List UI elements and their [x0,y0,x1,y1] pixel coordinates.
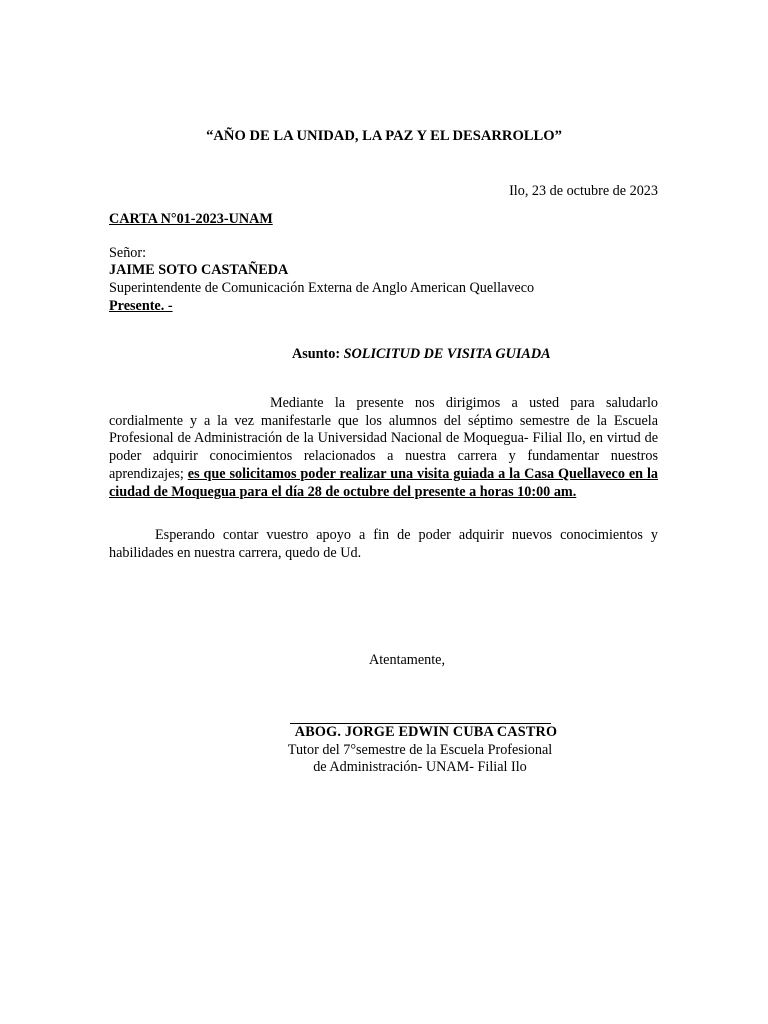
recipient-salutation: Señor: [109,245,147,261]
body-paragraph-1-emphasis: es que solicitamos poder realizar una visita guiada a la Casa Quellaveco en la ciudad de Moquegua para el día 28 de octubre del presente a horas 10:00 am. [109,465,659,500]
subject-line [292,346,551,363]
body-paragraph-2: Esperando contar vuestro apoyo a fin de poder adquirir nuevos conocimientos y habilidades en nuestra carrera, quedo de Ud. [109,527,658,561]
year-motto: “AÑO DE LA UNIDAD, LA PAZ Y EL DESARROLLO” [206,128,562,144]
signer-role-line-2: de Administración- UNAM- Filial Ilo [313,759,527,775]
body-paragraph-1-text: Mediante la presente nos dirigimos a usted para saludarlo cordialmente y a la vez manifestarle que los alumnos del séptimo semestre de la Escuela Profesional de Administración de la Universidad Nacional de Moquegua- Filial Ilo, en virtud de poder adquirir conocimientos relacionados a nuestra carrera y fundamentar nuestros aprendizajes; [109,395,658,482]
subject-value: SOLICITUD DE VISITA GUIADA [343,346,551,362]
subject-label: Asunto: [292,346,341,362]
closing-text: Atentamente, [368,652,446,668]
letter-reference: CARTA N°01-2023-UNAM [109,211,273,227]
signer-role-line-1: Tutor del 7°semestre de la Escuela Profesional [287,742,553,758]
place-date: Ilo, 23 de octubre de 2023 [509,183,658,199]
signer-name: ABOG. JORGE EDWIN CUBA CASTRO [294,724,558,740]
body-paragraph-1 [109,395,658,501]
recipient-position: Superintendente de Comunicación Externa de Anglo American Quellaveco [109,280,535,296]
presente-label: Presente. - [109,298,173,314]
recipient-name: JAIME SOTO CASTAÑEDA [109,262,289,278]
